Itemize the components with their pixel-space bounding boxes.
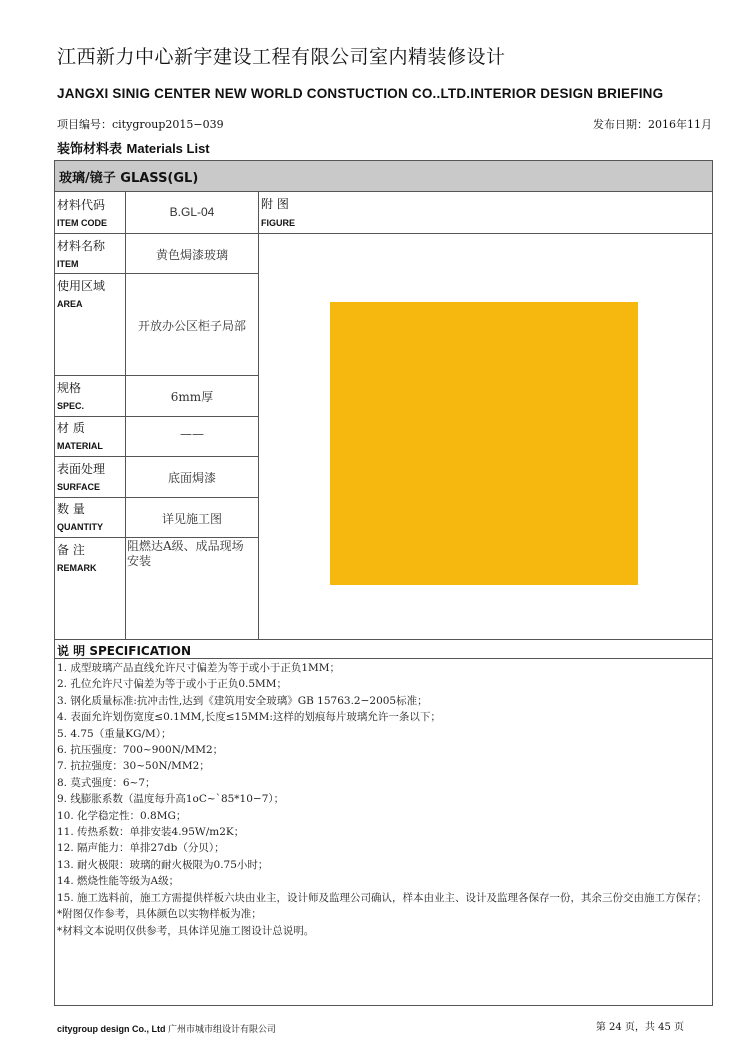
code-label-en: ITEM CODE xyxy=(57,218,108,228)
footer-company-en: citygroup design Co., Ltd xyxy=(57,1024,166,1034)
project-number: 项目编号：citygroup2015−039 xyxy=(57,118,224,131)
item-label-cn: 材料名称 xyxy=(57,239,106,253)
specification-item: 13. 耐火极限：玻璃的耐火极限为0.75小时； xyxy=(57,858,269,871)
area-label-cn: 使用区域 xyxy=(57,279,106,293)
specification-item: *附图仅作参考，具体颜色以实物样板为准； xyxy=(57,908,262,921)
row-divider xyxy=(55,456,259,457)
specification-item: 7. 抗拉强度：30~50N/MM2； xyxy=(57,760,210,773)
specification-item: 3. 钢化质量标准:抗冲击性,达到《建筑用安全玻璃》GB 15763.2−2005标准； xyxy=(57,694,428,707)
row-divider xyxy=(55,375,259,376)
specification-item: 8. 莫式强度：6~7； xyxy=(57,776,156,789)
specification-item: 14. 燃烧性能等级为A级； xyxy=(57,875,180,888)
specification-item: 6. 抗压强度：700~900N/MM2； xyxy=(57,744,224,757)
surface-label-cn: 表面处理 xyxy=(57,462,106,476)
specification-item: 15. 施工选料前，施工方需提供样板六块由业主，设计师及监理公司确认，样本由业主、设计及监理各保存一份，其余三份交由施工方保存； xyxy=(57,891,708,904)
material-color-swatch xyxy=(330,302,638,585)
area-value: 开放办公区柜子局部 xyxy=(137,319,246,333)
figure-label-cn: 附 图 xyxy=(261,197,289,211)
code-value: B.GL-04 xyxy=(169,205,215,219)
remark-value xyxy=(127,539,244,569)
item-label-en: ITEM xyxy=(57,259,79,269)
area-label-en: AREA xyxy=(57,299,83,309)
remark-label-en: REMARK xyxy=(57,563,97,573)
page-number: 第 24 页，共 45 页 xyxy=(595,1022,684,1033)
surface-label-en: SURFACE xyxy=(57,482,101,492)
spec-label-cn: 规格 xyxy=(57,381,82,395)
materials-list-en: Materials List xyxy=(126,141,210,156)
material-label-cn: 材 质 xyxy=(57,421,85,435)
specification-item: 1. 成型玻璃产品直线允许尺寸偏差为等于或小于正负1MM； xyxy=(57,662,341,674)
category-header: 玻璃/镜子 GLASS(GL) xyxy=(55,161,712,192)
publish-date: 发布日期：2016年11月 xyxy=(593,118,712,131)
materials-list-heading xyxy=(57,138,210,157)
row-divider xyxy=(55,233,712,234)
specification-list xyxy=(57,660,709,939)
quantity-value: 详见施工图 xyxy=(161,512,222,526)
specification-item: 4. 表面允许划伤宽度≤0.1MM,长度≤15MM:这样的划痕每片玻璃允许一条以下； xyxy=(57,711,441,724)
specification-item: 9. 线膨胀系数（温度每升高1oC~`85*10−7）； xyxy=(57,793,285,806)
specification-item: 12. 隔声能力：单排27db（分贝）； xyxy=(57,842,225,855)
specification-item: 10. 化学稳定性：0.8MG； xyxy=(57,809,187,822)
item-value: 黄色焗漆玻璃 xyxy=(155,248,228,262)
row-divider xyxy=(55,416,259,417)
materials-list-cn: 装饰材料表 xyxy=(57,142,123,157)
specification-title: 说 明 SPECIFICATION xyxy=(57,644,191,658)
remark-label-cn: 备 注 xyxy=(57,543,85,557)
specification-item: 2. 孔位允许尺寸偏差为等于或小于正负0.5MM； xyxy=(57,678,288,691)
surface-value: 底面焗漆 xyxy=(167,471,216,485)
material-label-en: MATERIAL xyxy=(57,441,103,451)
specification-item: *材料文本说明仅供参考，具体详见施工图设计总说明。 xyxy=(57,924,315,937)
spec-value: 6mm厚 xyxy=(170,390,214,404)
document-title-en: JANGXI SINIG CENTER NEW WORLD CONSTUCTION CO..LTD.INTERIOR DESIGN BRIEFING xyxy=(57,86,664,101)
quantity-label-en: QUANTITY xyxy=(57,522,103,532)
spec-label-en: SPEC. xyxy=(57,401,85,411)
quantity-label-cn: 数 量 xyxy=(57,502,85,516)
row-divider xyxy=(55,273,259,274)
row-divider xyxy=(55,639,712,640)
footer-company xyxy=(57,1022,276,1035)
figure-label-en: FIGURE xyxy=(261,218,296,228)
row-divider xyxy=(55,537,259,538)
remark-value-line2: 安装 xyxy=(127,554,152,568)
specification-item: 5. 4.75（重量KG/M）； xyxy=(57,727,172,740)
remark-value-line1: 阻燃达A级、成品现场 xyxy=(127,539,244,553)
footer-company-cn: 广州市城市组设计有限公司 xyxy=(168,1025,277,1035)
specification-item: 11. 传热系数：单排安装4.95W/m2K； xyxy=(57,826,245,839)
material-value: —— xyxy=(180,427,204,441)
document-title-cn: 江西新力中心新宇建设工程有限公司室内精装修设计 xyxy=(57,46,506,68)
row-divider xyxy=(55,497,259,498)
code-label-cn: 材料代码 xyxy=(57,198,106,212)
